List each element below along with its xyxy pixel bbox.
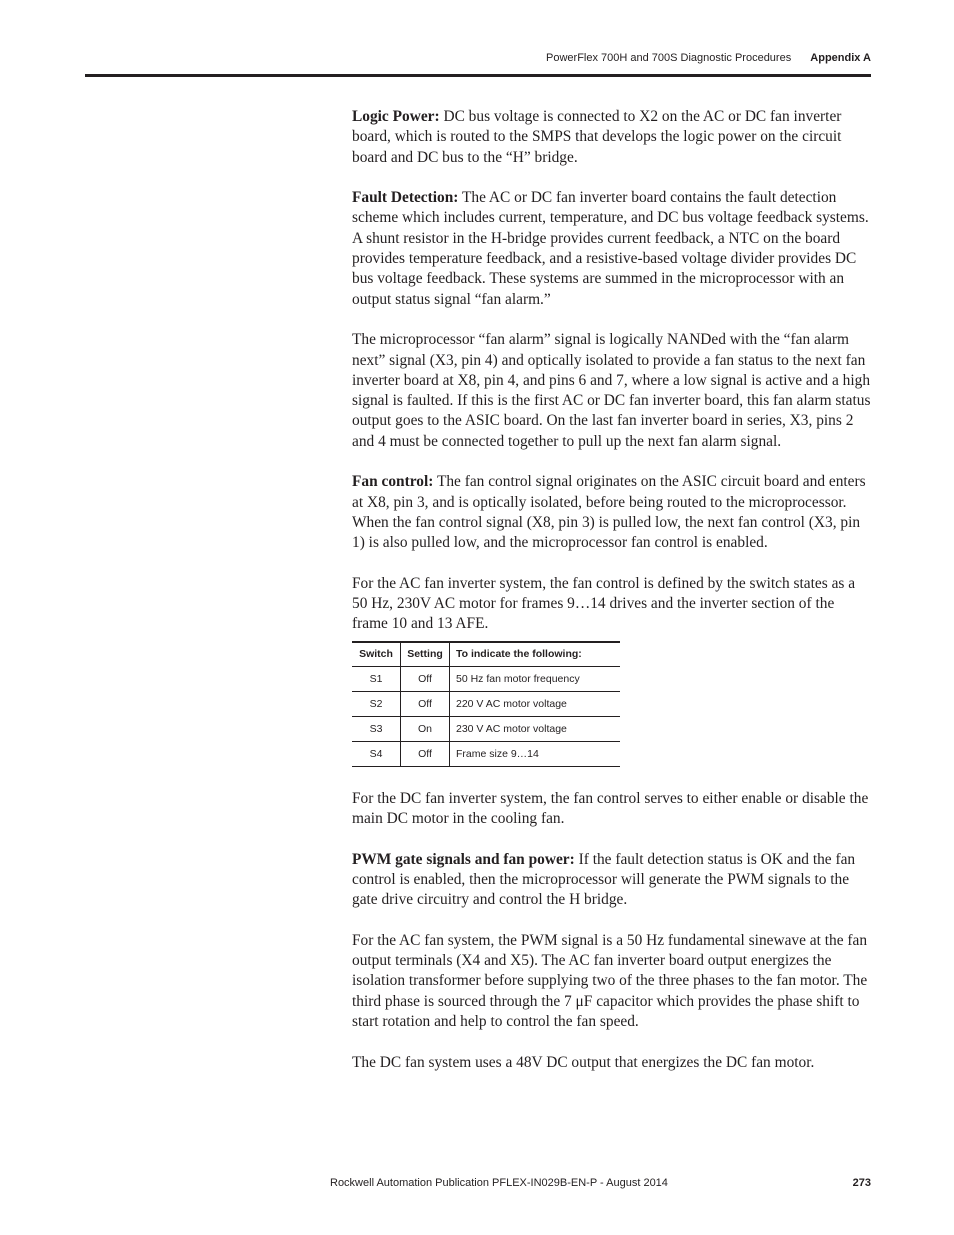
table-row [352, 691, 620, 716]
page-number: 273 [852, 1177, 871, 1189]
publication-info: Rockwell Automation Publication PFLEX-IN029B-EN-P - August 2014 [330, 1177, 668, 1189]
switch-cell: S1 [352, 666, 401, 691]
fault-detection-lead: Fault Detection: [352, 189, 459, 207]
logic-power-paragraph [352, 107, 872, 168]
switch-cell: S2 [352, 691, 401, 716]
description-cell: 220 V AC motor voltage [450, 691, 621, 716]
table-header-row [352, 642, 620, 667]
page-body [352, 107, 872, 1093]
dc-fan-control-paragraph: For the DC fan inverter system, the fan control serves to either enable or disable the main DC motor in the cooling fan. [352, 789, 869, 828]
column-header-switch: Switch [352, 642, 401, 667]
pwm-text: If the fault detection status is OK and the fan control is enabled, then the microprocessor will generate the PWM signals to the gate drive circuitry and control the H bridge. [352, 850, 856, 909]
switch-cell: S4 [352, 741, 401, 766]
description-cell: 50 Hz fan motor frequency [450, 666, 621, 691]
header-appendix: Appendix A [810, 52, 871, 64]
dc-fan-system-paragraph: The DC fan system uses a 48V DC output that energizes the DC fan motor. [352, 1053, 815, 1071]
fan-alarm-paragraph: The microprocessor “fan alarm” signal is logically NANDed with the “fan alarm next” signal (X3, pin 4) and optically isolated to provide a fan status to the next fan inverter board at X8, pin 4, and pins 6 and 7, where a low signal is active and a high signal is faulted. If this is the first AC or DC fan inverter board, this fan alarm status output goes to the ASIC board. On the last fan inverter board in series, X3, pins 2 and 4 must be connected together to pull up the next fan alarm signal. [352, 331, 871, 450]
column-header-description: To indicate the following: [450, 642, 621, 667]
fan-control-lead: Fan control: [352, 473, 434, 491]
setting-cell: Off [401, 666, 450, 691]
pwm-lead: PWM gate signals and fan power: [352, 850, 575, 868]
description-cell: Frame size 9…14 [450, 741, 621, 766]
switch-settings-table [352, 641, 620, 767]
column-header-setting: Setting [401, 642, 450, 667]
ac-pwm-paragraph: For the AC fan system, the PWM signal is a 50 Hz fundamental sinewave at the fan output terminals (X4 and X5). The AC fan inverter board output energizes the isolation transformer before supplying two of the three phases to the fan motor. The third phase is sourced through the 7 μF capacitor which provides the phase shift to start rotation and help to control the fan speed. [352, 931, 868, 1030]
table-row [352, 666, 620, 691]
pwm-paragraph [352, 850, 872, 911]
setting-cell: Off [401, 691, 450, 716]
switch-cell: S3 [352, 716, 401, 741]
setting-cell: Off [401, 741, 450, 766]
description-cell: 230 V AC motor voltage [450, 716, 621, 741]
table-row [352, 716, 620, 741]
logic-power-lead: Logic Power: [352, 108, 440, 125]
fault-detection-text: The AC or DC fan inverter board contains the fault detection scheme which includes current, temperature, and DC bus voltage feedback systems. A shunt resistor in the H-bridge provides current feedback, a NTC on the board provides temperature feedback, and a resistive-based voltage divider provides DC bus voltage feedback. These systems are summed in the microprocessor with an output status signal “fan alarm.” [352, 189, 869, 308]
header-rule [85, 74, 871, 77]
fault-detection-paragraph [352, 188, 872, 310]
ac-fan-control-paragraph: For the AC fan inverter system, the fan control is defined by the switch states as a 50 Hz, 230V AC motor for frames 9…14 drives and the inverter section of the frame 10 and 13 AFE. [352, 574, 856, 633]
header-title: PowerFlex 700H and 700S Diagnostic Procedures [546, 52, 792, 64]
logic-power-text: DC bus voltage is connected to X2 on the AC or DC fan inverter board, which is routed to the SMPS that develops the logic power on the circuit board and DC bus to the “H” bridge. [352, 108, 842, 166]
fan-control-text: The fan control signal originates on the ASIC circuit board and enters at X8, pin 3, and is optically isolated, before being routed to the microprocessor. When the fan control signal (X8, pin 3) is pulled low, the next fan control (X3, pin 1) is also pulled low, and the microprocessor fan control is enabled. [352, 473, 866, 552]
table-row [352, 741, 620, 766]
setting-cell: On [401, 716, 450, 741]
running-header [546, 52, 871, 64]
fan-control-paragraph [352, 472, 872, 553]
